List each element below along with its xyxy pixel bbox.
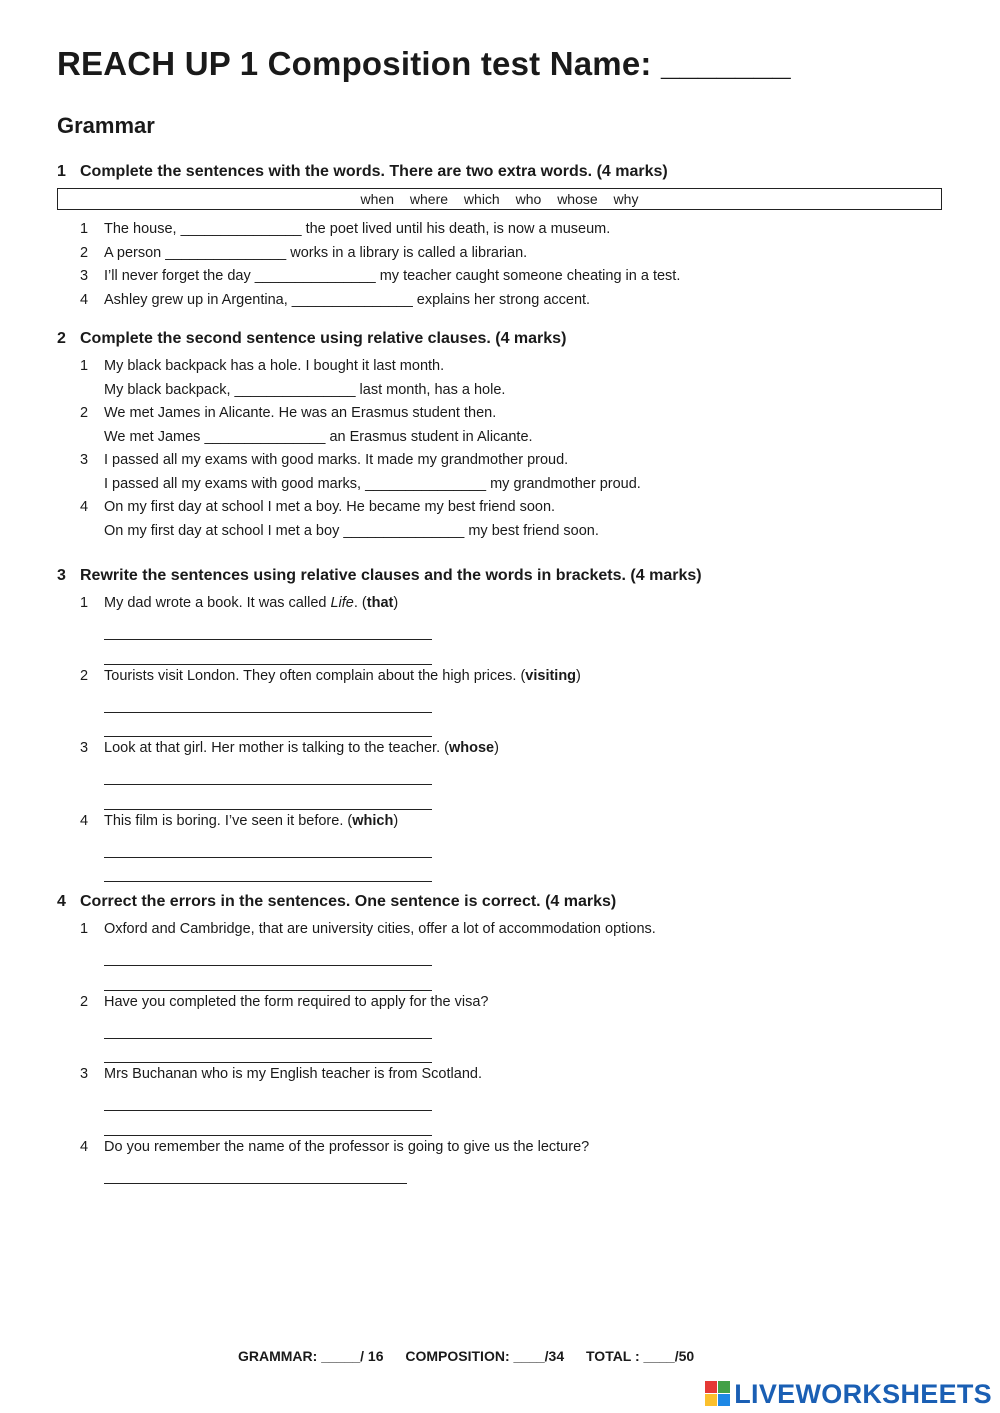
- question-item: [57, 402, 947, 426]
- question-number: 3: [80, 740, 89, 756]
- question-number: 3: [80, 268, 89, 284]
- word-bank-word: when: [360, 191, 394, 207]
- exercise-3: [57, 566, 947, 882]
- prompt-text: ): [494, 740, 499, 756]
- answer-line[interactable]: [104, 616, 432, 641]
- answer-line[interactable]: [104, 833, 432, 858]
- answer-line[interactable]: [104, 942, 432, 967]
- exercise-heading: [57, 892, 947, 912]
- answer-line[interactable]: [104, 761, 432, 786]
- question-text: We met James in Alicante. He was an Erasmus student then.: [104, 405, 497, 421]
- prompt-text: . (: [353, 595, 367, 611]
- question-item: [57, 1063, 947, 1087]
- score-summary: [238, 1348, 712, 1364]
- question-item: [57, 810, 947, 834]
- answer-line[interactable]: [104, 1111, 432, 1136]
- word-bank-word: who: [515, 191, 542, 207]
- question-text: My black backpack has a hole. I bought it last month.: [104, 358, 445, 374]
- logo-mark-icon: [705, 1381, 731, 1407]
- exercise-instructions: Rewrite the sentences using relative clauses and the words in brackets. (4 marks): [80, 567, 702, 584]
- word-bank-word: which: [463, 191, 500, 207]
- question-number: 2: [80, 667, 89, 684]
- question-text: Do you remember the name of the professor is going to give us the lecture?: [104, 1138, 590, 1155]
- exercise-heading: [57, 329, 947, 349]
- question-item: [57, 449, 947, 473]
- question-number: 2: [80, 405, 89, 421]
- keyword: which: [352, 812, 394, 829]
- word-bank-word: whose: [557, 191, 598, 207]
- prompt-text: My dad wrote a book. It was called: [104, 595, 331, 611]
- exercise-instructions: Correct the errors in the sentences. One sentence is correct. (4 marks): [80, 893, 617, 910]
- question-text: I’ll never forget the day _______________ my teacher caught someone cheating in a test.: [104, 268, 681, 284]
- exercise-number: 4: [57, 893, 66, 910]
- question-item: [57, 991, 947, 1015]
- question-item[interactable]: [57, 218, 947, 242]
- question-number: 2: [80, 244, 89, 261]
- question-number: 4: [80, 499, 89, 515]
- prompt-text: Look at that girl. Her mother is talking to the teacher. (: [104, 740, 449, 756]
- question-item: [57, 918, 947, 942]
- question-number: 4: [80, 812, 89, 829]
- answer-line[interactable]: [104, 785, 432, 810]
- answer-line[interactable]: [104, 688, 432, 713]
- answer-sentence[interactable]: On my first day at school I met a boy _______________ my best friend soon.: [104, 522, 599, 539]
- question-number: 4: [80, 1138, 89, 1155]
- section-title-grammar: Grammar: [57, 113, 155, 138]
- answer-line[interactable]: [104, 1087, 432, 1112]
- answer-line[interactable]: [104, 640, 432, 665]
- exercise-number: 2: [57, 330, 66, 347]
- keyword: visiting: [525, 667, 577, 684]
- word-bank: [57, 188, 942, 210]
- question-item: [57, 737, 947, 761]
- exercise-number: 1: [57, 163, 66, 180]
- answer-line[interactable]: [104, 713, 432, 738]
- answer-line[interactable]: [104, 1039, 432, 1064]
- question-text: Have you completed the form required to apply for the visa?: [104, 993, 489, 1010]
- question-text: Oxford and Cambridge, that are university cities, offer a lot of accommodation options.: [104, 921, 656, 937]
- exercise-number: 3: [57, 567, 66, 584]
- question-number: 1: [80, 358, 89, 374]
- question-item[interactable]: [57, 242, 947, 266]
- prompt-text: Tourists visit London. They often complain about the high prices. (: [104, 667, 526, 684]
- exercise-instructions: Complete the sentences with the words. There are two extra words. (4 marks): [80, 163, 668, 180]
- question-text: The house, _______________ the poet lived until his death, is now a museum.: [104, 221, 611, 237]
- question-number: 3: [80, 452, 89, 468]
- prompt-text: This film is boring. I’ve seen it before. (: [104, 812, 353, 829]
- question-number: 1: [80, 921, 89, 937]
- question-item: [57, 665, 947, 689]
- question-text: Ashley grew up in Argentina, _______________ explains her strong accent.: [104, 291, 591, 308]
- answer-sentence[interactable]: My black backpack, _______________ last month, has a hole.: [104, 381, 506, 398]
- question-number: 1: [80, 221, 89, 237]
- page-title: REACH UP 1 Composition test Name: _______: [57, 45, 791, 82]
- question-item[interactable]: [57, 265, 947, 289]
- question-item: [57, 355, 947, 379]
- keyword: whose: [448, 740, 495, 756]
- grammar-score: GRAMMAR: _____/ 16: [238, 1348, 384, 1364]
- answer-line[interactable]: [104, 966, 432, 991]
- question-number: 1: [80, 595, 89, 611]
- book-title: Life: [330, 595, 354, 611]
- liveworksheets-logo: [705, 1378, 992, 1410]
- answer-line[interactable]: [104, 1014, 432, 1039]
- prompt-text: ): [393, 595, 399, 611]
- logo-text: LIVEWORKSHEETS: [734, 1378, 992, 1409]
- exercise-heading: [57, 566, 947, 586]
- word-bank-word: where: [409, 191, 449, 207]
- composition-score: COMPOSITION: ____/34: [405, 1348, 565, 1364]
- question-text: Mrs Buchanan who is my English teacher is from Scotland.: [104, 1066, 482, 1082]
- answer-line[interactable]: [104, 1159, 407, 1184]
- question-number: 3: [80, 1066, 89, 1082]
- answer-line[interactable]: [104, 858, 432, 883]
- answer-sentence[interactable]: We met James _______________ an Erasmus student in Alicante.: [104, 428, 533, 445]
- keyword: that: [366, 595, 394, 611]
- answer-sentence[interactable]: I passed all my exams with good marks, _______________ my grandmother proud.: [104, 475, 641, 492]
- question-text: I passed all my exams with good marks. It made my grandmother proud.: [104, 452, 569, 468]
- prompt-text: ): [576, 667, 581, 684]
- question-text: On my first day at school I met a boy. He became my best friend soon.: [104, 499, 556, 515]
- exercise-instructions: Complete the second sentence using relative clauses. (4 marks): [80, 330, 567, 347]
- exercise-4: [57, 892, 947, 1184]
- total-score: TOTAL : ____/50: [586, 1348, 695, 1364]
- question-text: A person _______________ works in a library is called a librarian.: [104, 244, 528, 261]
- exercise-1: [57, 162, 947, 312]
- question-item[interactable]: [57, 289, 947, 313]
- prompt-text: ): [393, 812, 399, 829]
- word-bank-word: why: [613, 191, 639, 207]
- question-number: 4: [80, 291, 89, 308]
- exercise-heading: [57, 162, 947, 182]
- question-item: [57, 1136, 947, 1160]
- question-number: 2: [80, 993, 89, 1010]
- question-item: [57, 592, 947, 616]
- question-item: [57, 496, 947, 520]
- exercise-2: [57, 329, 947, 543]
